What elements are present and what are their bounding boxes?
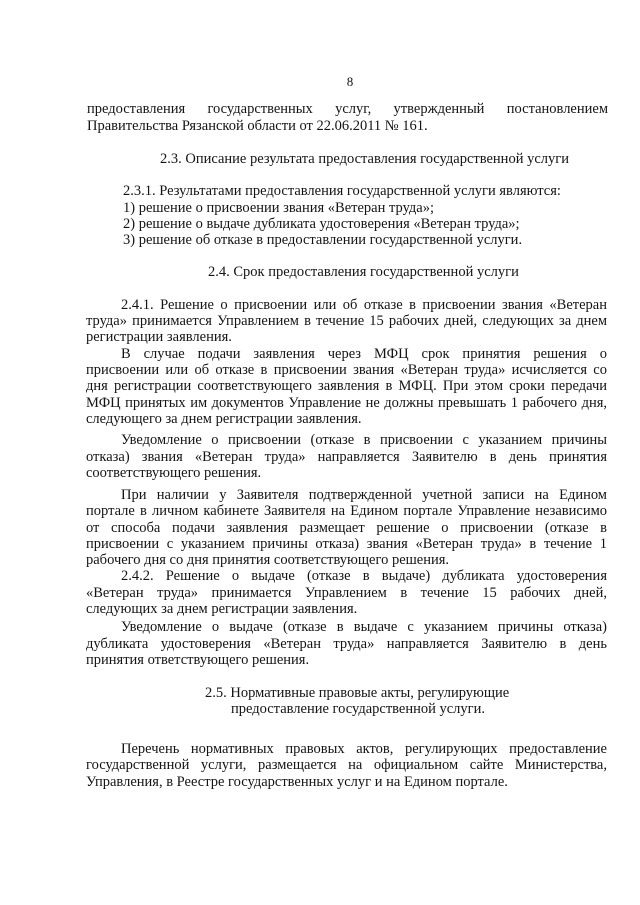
s24-p2-line-2: присвоении или об отказе в присвоении звания «Ветеран труда» исчисляется со [86, 362, 607, 378]
s24-p1-line-2: труда» принимается Управлением в течение 15 рабочих дней, следующих за днем [86, 313, 607, 329]
s24-p6-line-3: принятия ответствующего решения. [86, 652, 310, 668]
s24-p1-line-1: 2.4.1. Решение о присвоении или об отказе в присвоении звания «Ветеран [121, 297, 607, 313]
s24-p6-line-1: Уведомление о выдаче (отказе в выдаче с указанием причины отказа) [121, 619, 607, 635]
s24-p2-line-4: МФЦ принятых им документов Управление не должны превышать 1 рабочего дня, [86, 395, 607, 411]
s24-p2-line-1: В случае подачи заявления через МФЦ срок принятия решения о [121, 346, 607, 362]
section-2-5-heading-line-2: предоставление государственной услуги. [231, 701, 486, 717]
s24-p6-line-2: дубликата удостоверения «Ветеран труда» направляется Заявителю в день [86, 636, 607, 652]
s24-p2-line-5: следующего за днем регистрации заявления. [86, 411, 362, 427]
page-number: 8 [346, 74, 354, 89]
s24-p2-line-3: дня регистрации соответствующего заявления в МФЦ. При этом сроки передачи [86, 378, 607, 394]
s24-p3-line-3: соответствующего решения. [86, 465, 262, 481]
s24-p3-line-2: отказа) звания «Ветеран труда» направляется Заявителю в день принятия [86, 449, 607, 465]
s24-p4-line-3: от способа подачи заявления размещает решение о присвоении (отказе в [86, 520, 607, 536]
s25-p1-line-3: Управления, в Реестре государственных услуг и на Едином портале. [86, 774, 508, 790]
s24-p4-line-2: портале в личном кабинете Заявителя на Едином портале Управление независимо [86, 503, 607, 519]
s24-p5-line-3: следующих за днем регистрации заявления. [86, 601, 358, 617]
section-2-3-line-2: 1) решение о присвоении звания «Ветеран труда»; [123, 200, 434, 216]
intro-line-1: предоставления государственных услуг, утвержденный постановлением [87, 101, 608, 117]
s25-p1-line-1: Перечень нормативных правовых актов, регулирующих предоставление [121, 741, 607, 757]
s24-p3-line-1: Уведомление о присвоении (отказе в присвоении с указанием причины [121, 432, 607, 448]
section-2-3-heading: 2.3. Описание результата предоставления государственной услуги [160, 151, 569, 167]
s24-p4-line-5: рабочего дня со дня принятия соответствующего решения. [86, 552, 450, 568]
s24-p5-line-2: «Ветеран труда» принимается Управлением в течение 15 рабочих дней, [86, 585, 607, 601]
s24-p4-line-4: присвоении с указанием причины отказа) звания «Ветеран труда» в течение 1 [86, 536, 607, 552]
s24-p1-line-3: регистрации заявления. [86, 329, 232, 345]
section-2-3-line-3: 2) решение о выдаче дубликата удостоверения «Ветеран труда»; [123, 216, 520, 232]
section-2-3-line-4: 3) решение об отказе в предоставлении государственной услуги. [123, 232, 523, 248]
section-2-5-heading-line-1: 2.5. Нормативные правовые акты, регулирующие [205, 685, 510, 701]
s24-p4-line-1: При наличии у Заявителя подтвержденной учетной записи на Едином [121, 487, 607, 503]
section-2-3-line-1: 2.3.1. Результатами предоставления государственной услуги являются: [123, 183, 561, 199]
intro-line-2: Правительства Рязанской области от 22.06.2011 № 161. [87, 118, 428, 134]
s25-p1-line-2: государственной услуги, размещается на официальном сайте Министерства, [86, 757, 607, 773]
s24-p5-line-1: 2.4.2. Решение о выдаче (отказе в выдаче) дубликата удостоверения [121, 568, 607, 584]
section-2-4-heading: 2.4. Срок предоставления государственной услуги [208, 264, 519, 280]
